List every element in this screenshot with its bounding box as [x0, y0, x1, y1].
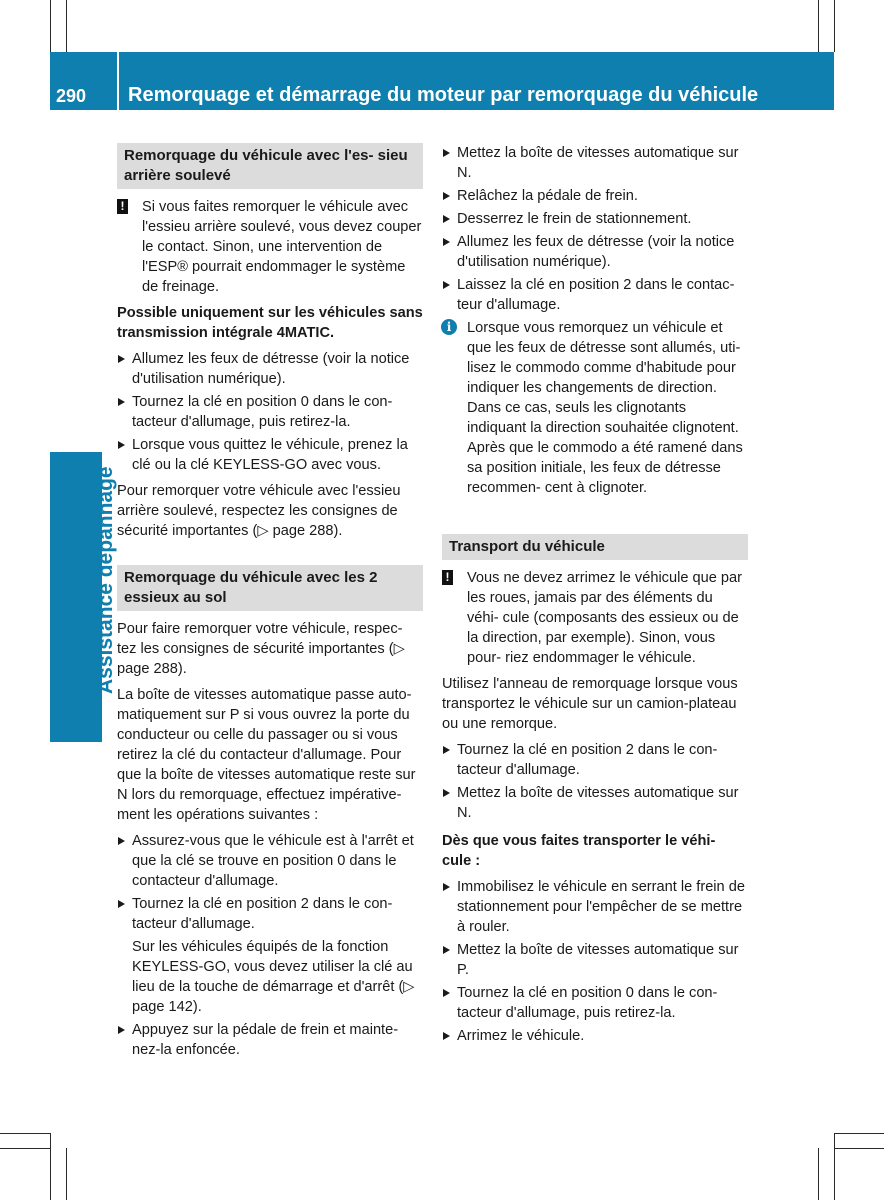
list-item: Tournez la clé en position 0 dans le con- tacteur d'allumage, puis retirez-la.	[442, 983, 748, 1023]
note-bold: Possible uniquement sur les véhicules sans transmission intégrale 4MATIC.	[117, 305, 423, 341]
crop-mark	[0, 1148, 50, 1149]
info-icon: i	[441, 319, 457, 335]
list-item-note: Sur les véhicules équipés de la fonction KEYLESS-GO, vous devez utiliser la clé au lieu de la touche de démarrage et d'arrêt (▷ page 142).	[132, 939, 415, 1015]
paragraph: La boîte de vitesses automatique passe auto- matiquement sur P si vous ouvrez la porte du conducteur ou celle du passager ou si vous retirez la clé du contacteur d'allumage. Pour que la boîte de vitesses automatique reste sur N lors du remorquage, effectuez impérative- ment les opérations suivantes :	[117, 687, 416, 823]
bold-heading: Dès que vous faites transporter le véhi- cule :	[442, 833, 716, 869]
side-tab-label: Assistance dépannage	[94, 466, 117, 694]
warning-block	[442, 568, 748, 668]
page-number: 290	[56, 86, 87, 106]
right-column	[442, 143, 748, 1049]
warning-block	[117, 197, 423, 297]
paragraph: Pour remorquer votre véhicule avec l'essieu arrière soulevé, respectez les consignes de sécurité importantes (▷ page 288).	[117, 483, 401, 539]
list-item: Assurez-vous que le véhicule est à l'arrêt et que la clé se trouve en position 0 dans le contacteur d'allumage.	[117, 831, 423, 891]
warning-text: Vous ne devez arrimez le véhicule que par les roues, jamais par des éléments du véhi- cule (composants des essieux ou de la direction, par exemple). Sinon, vous pour- riez endommager le véhicule.	[467, 570, 743, 666]
info-block	[442, 318, 748, 498]
section-title: Remorquage du véhicule avec l'es- sieu arrière soulevé	[117, 143, 423, 189]
crop-mark	[66, 1148, 67, 1200]
crop-mark	[818, 0, 819, 52]
info-text: Lorsque vous remorquez un véhicule et que les feux de détresse sont allumés, uti- lisez le commodo comme d'habitude pour indiquer les changements de direction. Dans ce cas, seuls les clignotants indiquant la direction souhaitée clignotent. Après que le commodo a été ramené dans sa position initiale, les feux de détresse recommen- cent à clignoter.	[467, 320, 743, 496]
list-item: Mettez la boîte de vitesses automatique sur N.	[442, 143, 748, 183]
left-column	[117, 143, 423, 1063]
section-title: Remorquage du véhicule avec les 2 essieux au sol	[117, 565, 423, 611]
crop-mark	[50, 0, 51, 52]
crop-mark	[834, 1148, 884, 1149]
crop-mark	[834, 0, 835, 52]
list-item: Immobilisez le véhicule en serrant le frein de stationnement pour l'empêcher de se mettre à rouler.	[442, 877, 748, 937]
list-item: Appuyez sur la pédale de frein et mainte- nez-la enfoncée.	[117, 1020, 423, 1060]
crop-mark	[834, 1133, 835, 1200]
list-item: Allumez les feux de détresse (voir la notice d'utilisation numérique).	[117, 349, 423, 389]
crop-mark	[818, 1148, 819, 1200]
warning-icon: !	[442, 570, 453, 585]
list-item: Mettez la boîte de vitesses automatique sur P.	[442, 940, 748, 980]
list-item: Lorsque vous quittez le véhicule, prenez la clé ou la clé KEYLESS-GO avec vous.	[117, 435, 423, 475]
list-item: Relâchez la pédale de frein.	[442, 186, 748, 206]
list-item: Arrimez le véhicule.	[442, 1026, 748, 1046]
crop-mark	[834, 1133, 884, 1134]
list-item: Mettez la boîte de vitesses automatique sur N.	[442, 783, 748, 823]
page-title: Remorquage et démarrage du moteur par remorquage du véhicule	[128, 84, 759, 106]
paragraph: Pour faire remorquer votre véhicule, respec- tez les consignes de sécurité importantes (▷ page 288).	[117, 621, 405, 677]
section-title: Transport du véhicule	[442, 534, 748, 560]
header-divider	[117, 52, 119, 110]
list-item: Laissez la clé en position 2 dans le contac- teur d'allumage.	[442, 275, 748, 315]
crop-mark	[66, 0, 67, 52]
warning-icon: !	[117, 199, 128, 214]
list-item: Tournez la clé en position 2 dans le con- tacteur d'allumage.	[442, 740, 748, 780]
paragraph: Utilisez l'anneau de remorquage lorsque vous transportez le véhicule sur un camion-plateau ou une remorque.	[442, 676, 738, 732]
list-item: Desserrez le frein de stationnement.	[442, 209, 748, 229]
list-item: Allumez les feux de détresse (voir la notice d'utilisation numérique).	[442, 232, 748, 272]
list-item: Tournez la clé en position 0 dans le con- tacteur d'allumage, puis retirez-la.	[117, 392, 423, 432]
crop-mark	[50, 1133, 51, 1200]
crop-mark	[0, 1133, 50, 1134]
list-item: Tournez la clé en position 2 dans le con- tacteur d'allumage.	[117, 894, 423, 934]
warning-text: Si vous faites remorquer le véhicule avec l'essieu arrière soulevé, vous devez couper le contact. Sinon, une intervention de l'ESP® pourrait endommager le système de freinage.	[142, 199, 422, 295]
